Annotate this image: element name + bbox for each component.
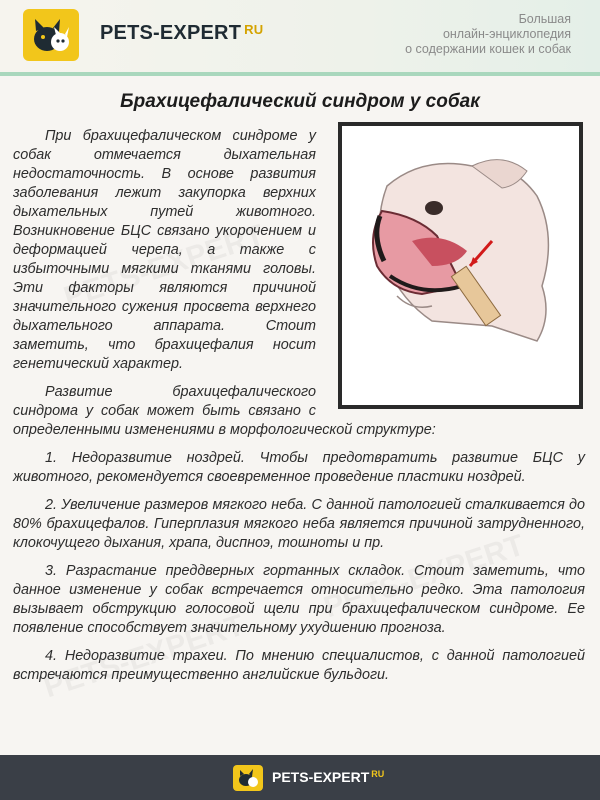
header-divider: [0, 72, 600, 76]
tagline-line: Большая: [518, 12, 571, 26]
article-paragraph: 4. Недоразвитие трахеи. По мнению специалистов, с данной патологией встречаются преимущественно английские бульдоги.: [13, 648, 585, 683]
site-header: [0, 0, 600, 72]
site-footer: [0, 755, 600, 800]
article-paragraph: Развитие брахицефалического синдрома у собак может быть связано с определенными изменениями в морфологической структуре:: [13, 384, 436, 438]
brand-name[interactable]: [100, 22, 263, 45]
cat-dog-logo-icon[interactable]: [23, 9, 79, 61]
article-body: [13, 127, 585, 694]
brand-text: PETS-EXPERT: [100, 22, 242, 44]
cat-dog-logo-icon[interactable]: [233, 765, 263, 791]
tagline-line: онлайн-энциклопедия: [442, 27, 571, 41]
footer-brand-suffix: RU: [371, 769, 385, 779]
tagline-line: о содержании кошек и собак: [405, 42, 571, 56]
article-paragraph: 3. Разрастание преддверных гортанных складок. Стоит заметить, что данное изменение у собак встречается относительно редко. Эта патология вызывает обструкцию голосовой щели при брахицефалическом синдроме. Ее появление способствует значительному ухудшению прогноза.: [13, 563, 585, 636]
article-paragraph: 1. Недоразвитие ноздрей. Чтобы предотвратить развитие БЦС у животного, рекомендуется своевременное проведение пластики ноздрей.: [13, 450, 585, 485]
footer-brand-text: PETS-EXPERT: [272, 769, 370, 785]
bulldog-airway-illustration: [338, 122, 583, 409]
article-title: Брахицефалический синдром у собак: [120, 91, 480, 112]
article-paragraph: 2. Увеличение размеров мягкого неба. С данной патологией сталкивается до 80% брахицефалов. Гиперплазия мягкого неба является причиной затрудненного, клокочущего дыхания, храпа, диспноэ, тошноты и пр.: [13, 497, 585, 551]
site-tagline: [405, 12, 571, 57]
footer-brand[interactable]: [272, 769, 384, 785]
article-paragraph: При брахицефалическом синдроме у собак отмечается дыхательная недостаточность. В основе развития заболевания лежит закупорка верхних дыхательных путей животного. Возникновение БЦС связано укорочением и деформацией черепа, а также с избыточными мягкими тканями головы. Эти факторы являются причиной значительного сужения просвета верхнего дыхательного аппарата. Стоит заметить, что брахицефалия носит генетический характер.: [13, 128, 316, 372]
brand-suffix: RU: [244, 22, 264, 37]
